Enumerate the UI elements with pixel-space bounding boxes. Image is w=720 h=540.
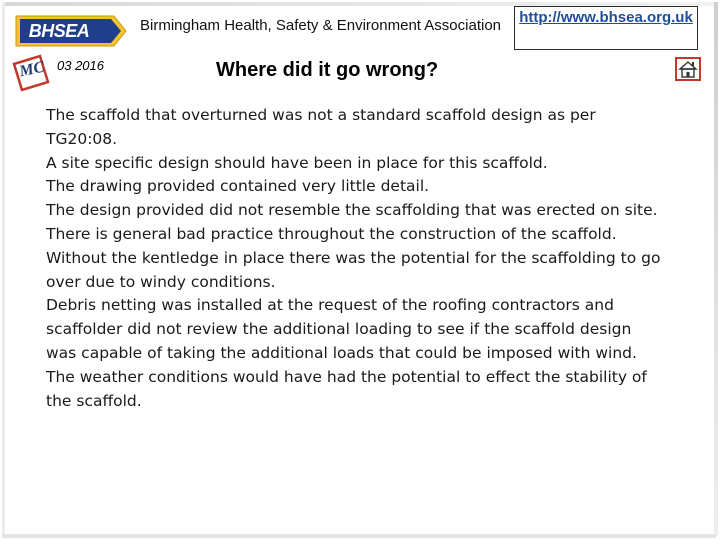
bullet-point-6: Without the kentledge in place there was the potential for the scaffolding to go over due to windy conditions. [46,248,661,291]
bullet-point-3: The drawing provided contained very little detail. [46,177,430,196]
bullet-point-1: The scaffold that overturned was not a standard scaffold design as per TG20:08. [46,106,596,148]
bullet-point-8: The weather conditions would have had the potential to effect the stability of the scaffold. [46,367,647,410]
association-name: Birmingham Health, Safety & Environment Association [140,17,502,34]
bullet-point-2: A site specific design should have been in place for this scaffold. [46,153,548,172]
bullet-point-7: Debris netting was installed at the request of the roofing contractors and scaffolder did not review the additional loading to see if the scaffold design was capable of taking the additional loads that could be imposed with wind. [46,296,637,362]
frame-right-shadow [714,2,718,536]
logo-text: BHSEA [28,21,90,41]
home-icon[interactable] [675,57,701,81]
slide-date: 03 2016 [57,58,104,73]
bullet-point-5: There is general bad practice throughout the construction of the scaffold. [46,224,617,243]
frame-bottom-shadow [2,534,716,538]
slide-title: Where did it go wrong? [216,59,439,81]
frame-left-shadow [2,2,5,536]
slide-content [46,104,666,413]
home-icon-graphic [675,57,701,81]
badge-text: MC [17,58,46,81]
website-link[interactable]: http://www.bhsea.org.uk [514,6,698,50]
bullet-point-4: The design provided did not resemble the scaffolding that was erected on site. [46,201,658,220]
